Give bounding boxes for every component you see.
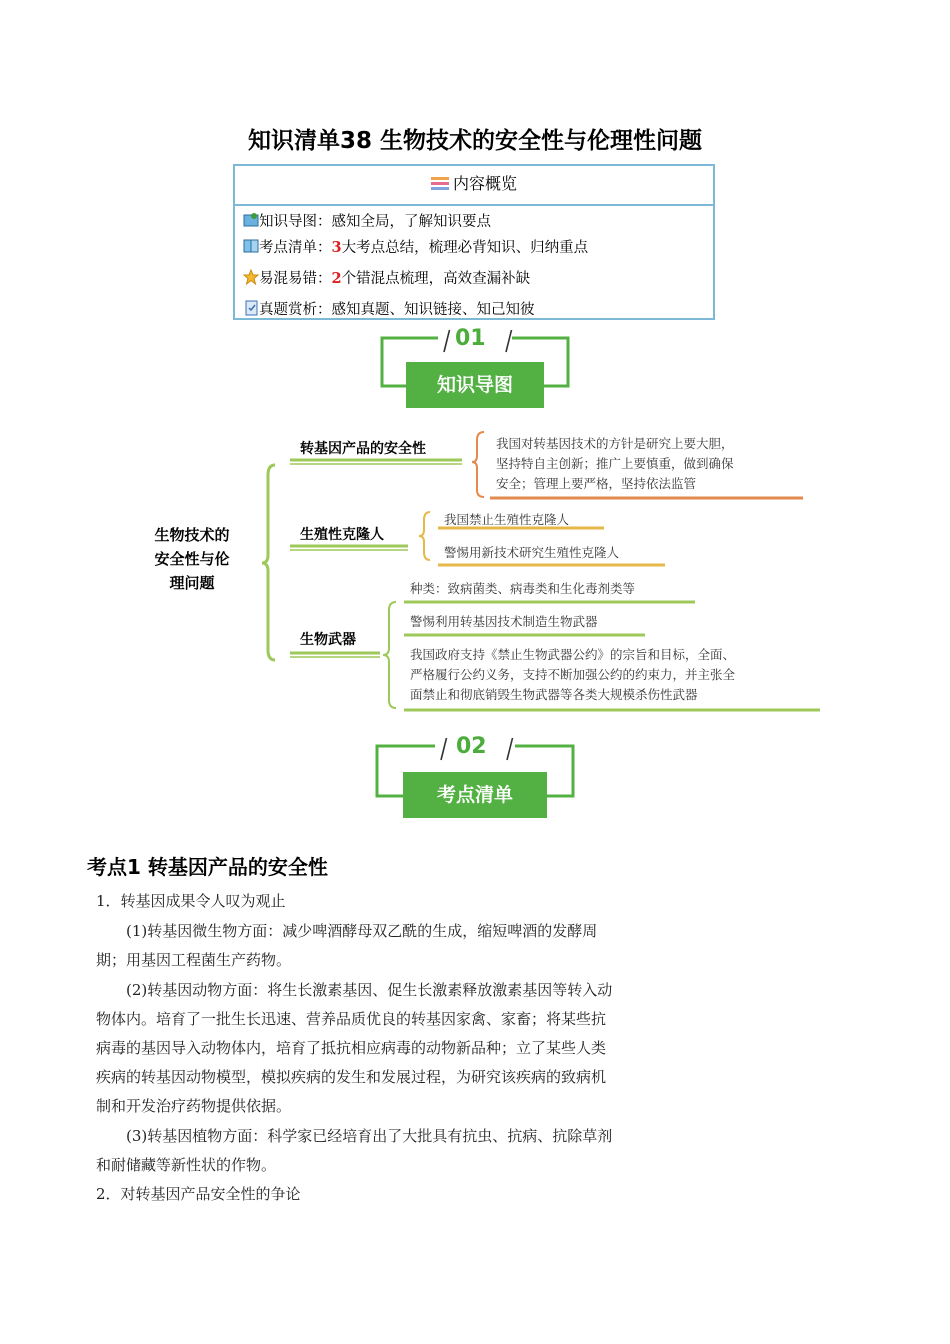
overview-label: 知识导图：: [259, 214, 332, 230]
notebook-icon: [243, 300, 259, 316]
mindmap-root: [138, 523, 246, 595]
section-badge: 知识导图: [406, 362, 544, 408]
page-title: 知识清单38 生物技术的安全性与伦理性问题: [247, 128, 702, 154]
mindmap-leaf: [496, 434, 734, 494]
paragraph-line: (1)转基因微生物方面：减少啤酒酵母双乙酰的生成，缩短啤酒的发酵周: [126, 922, 598, 940]
mindmap-leaf-line: 严格履行公约义务，支持不断加强公约的约束力，并主张全: [410, 667, 736, 682]
list-icon: [431, 177, 449, 191]
paragraph: [96, 976, 676, 1121]
mindmap-leaf-line: 坚持特自主创新；推广上要慎重，做到确保: [496, 456, 734, 471]
paragraph-line: (2)转基因动物方面：将生长激素基因、促生长激素释放激素基因等转入动: [126, 981, 613, 999]
overview-row-star: [243, 267, 530, 288]
overview-label: 考点清单：: [259, 240, 332, 256]
mindmap-leaf-line: 我国对转基因技术的方针是研究上要大胆，: [496, 436, 734, 451]
overview-number: 3: [331, 239, 342, 256]
map-icon: [243, 212, 259, 228]
mindmap-leaf: 我国禁止生殖性克隆人: [444, 512, 570, 527]
paragraph-line: 物体内。培育了一批生长迅速、营养品质优良的转基因家禽、家畜；将某些抗: [96, 1010, 607, 1028]
mindmap-branch: 生殖性克隆人: [300, 527, 384, 543]
overview-text: 感知真题、知识链接、知己知彼: [331, 302, 535, 318]
section-number: 02: [456, 734, 487, 759]
overview-row-book: [243, 236, 588, 257]
overview-number: 2: [331, 270, 342, 287]
mindmap-root-line: 安全性与伦: [154, 550, 230, 568]
paragraph-line: 病毒的基因导入动物体内，培育了抵抗相应病毒的动物新品种；立了某些人类: [96, 1039, 607, 1057]
mindmap-leaf: 种类：致病菌类、病毒类和生化毒剂类等: [410, 581, 636, 596]
mindmap-leaf-line: 面禁止和彻底销毁生物武器等各类大规模杀伤性武器: [410, 687, 698, 702]
mindmap-branch: 转基因产品的安全性: [300, 441, 426, 457]
paragraph-line: 制和开发治疗药物提供依据。: [96, 1097, 292, 1115]
mindmap-leaf-line: 我国政府支持《禁止生物武器公约》的宗旨和目标，全面、: [410, 647, 736, 662]
paragraph: [96, 1122, 676, 1180]
mindmap-leaf: 警惕用新技术研究生殖性克隆人: [444, 545, 620, 560]
mindmap-root-line: 理问题: [169, 574, 215, 592]
mindmap-leaf-line: 安全；管理上要严格，坚持依法监管: [496, 476, 697, 491]
overview-text: 个错混点梳理，高效查漏补缺: [341, 271, 531, 287]
paragraph: 2．对转基因产品安全性的争论: [96, 1185, 301, 1203]
paragraph-line: (3)转基因植物方面：科学家已经培育出了大批具有抗虫、抗病、抗除草剂: [126, 1127, 613, 1145]
paragraph: 1．转基因成果令人叹为观止: [96, 892, 286, 910]
paragraph-line: 和耐储藏等新性状的作物。: [96, 1156, 277, 1174]
overview-header: [235, 166, 713, 206]
overview-box: [233, 164, 715, 320]
book-icon: [243, 238, 259, 254]
overview-label: 真题赏析：: [259, 302, 332, 318]
overview-row-notebook: [243, 298, 535, 319]
section-badge: 考点清单: [403, 772, 547, 818]
overview-text: 感知全局，了解知识要点: [331, 214, 491, 230]
overview-text: 大考点总结，梳理必背知识、归纳重点: [341, 240, 589, 256]
paragraph: [96, 917, 676, 975]
overview-title: 内容概览: [452, 174, 517, 193]
section-number: 01: [455, 326, 486, 351]
section-heading: 考点1 转基因产品的安全性: [87, 855, 328, 879]
mindmap-root-line: 生物技术的: [154, 526, 230, 544]
star-icon: [243, 269, 259, 285]
overview-label: 易混易错：: [259, 271, 332, 287]
overview-row-map: [243, 210, 491, 231]
mindmap-leaf: [410, 645, 735, 705]
mindmap-leaf: 警惕利用转基因技术制造生物武器: [410, 614, 598, 629]
mindmap-branch: 生物武器: [300, 632, 356, 648]
paragraph-line: 疾病的转基因动物模型，模拟疾病的发生和发展过程，为研究该疾病的致病机: [96, 1068, 607, 1086]
paragraph-line: 期；用基因工程菌生产药物。: [96, 951, 292, 969]
